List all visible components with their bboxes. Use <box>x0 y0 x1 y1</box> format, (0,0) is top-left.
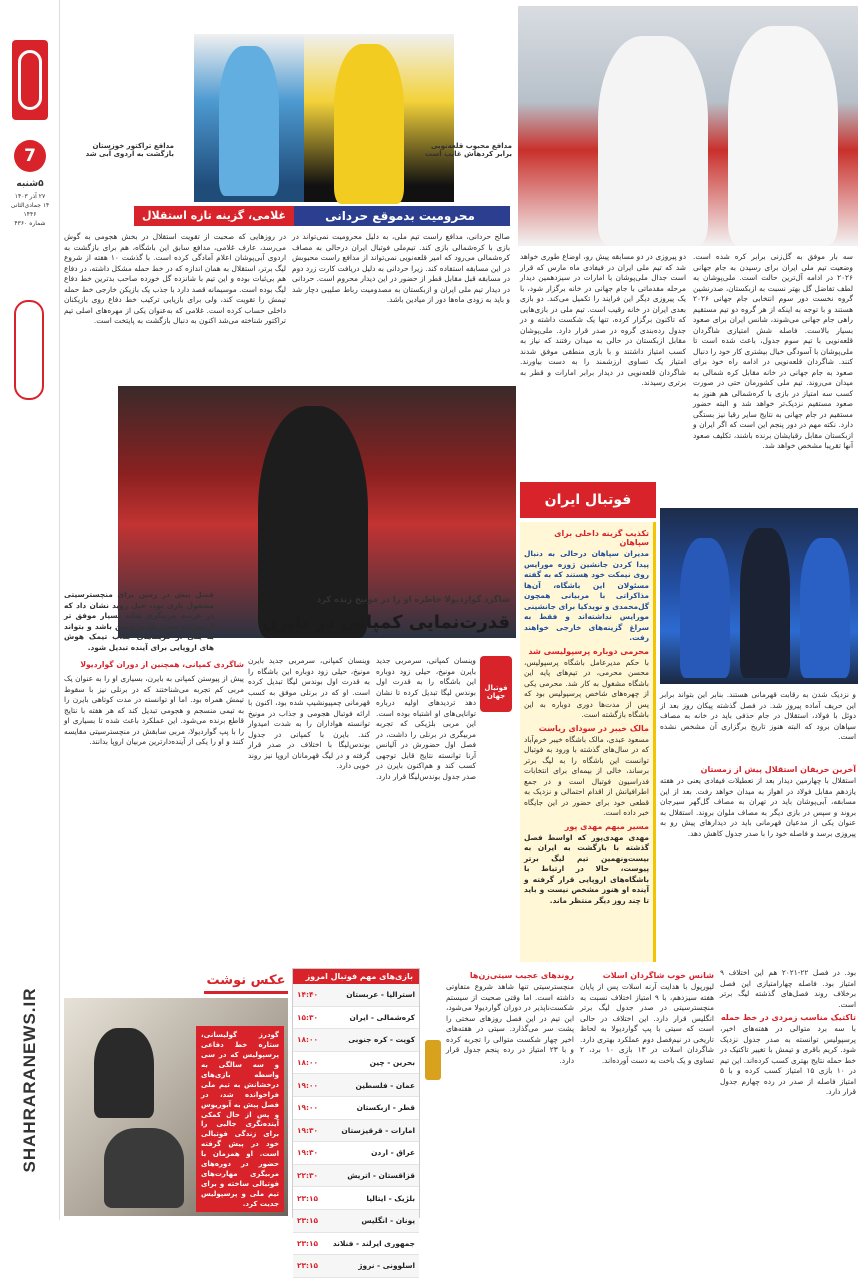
gholami-headline: غلامی، گزینه تازه استقلال <box>134 206 294 226</box>
gholami-body: در روزهایی که صحبت از تقویت استقلال در بخش هجومی به گوش می‌رسد، عارف غلامی، مدافع سابق این باشگاه، هم برای بازگشت به اردوی آبی‌پوشان اعلام آمادگی کرده است. با گذشت ۱۰ هفته از شروع لیگ برتر، استقلال به همان اندازه که در خط حمله مشکل داشته، در دفاع هم بی‌ثبات بوده و این تیم با شانزده گل خورده صاحب بدترین خط دفاع لیگ بوده است. موسیمانه قصد دارد با جذب یک بازیکن خارجی خط حمله تیمش را تقویت کند، ولی برای بازیابی ترکیب خط دفاع روی بازیکنان داخلی حساب کرده است. غلامی که به‌عنوان یکی از مهره‌های اصلی تیم تراکتور شناخته می‌شد اکنون به دنبال بازگشت به پایتخت است. <box>64 232 287 326</box>
fixture-teams: جمهوری ایرلند - فنلاند <box>332 1238 415 1248</box>
fixtures-table <box>292 968 420 1271</box>
national-team-photo <box>518 6 858 246</box>
fixture-time: ۲۳:۱۵ <box>297 1216 318 1226</box>
iran-football-section: فوتبال ایران <box>520 482 656 518</box>
fixture-time: ۱۸:۰۰ <box>297 1035 318 1045</box>
fixture-teams: عمان - فلسطین <box>355 1080 415 1090</box>
fixture-time: ۲۳:۱۵ <box>297 1193 318 1203</box>
hardani-photo <box>294 34 454 202</box>
fixture-teams: بلژیک - ایتالیا <box>366 1193 415 1203</box>
fixture-time: ۱۹:۰۰ <box>297 1103 318 1113</box>
fixture-row <box>293 984 419 1007</box>
esteghlal-subhead: آخرین حریفان استقلال پیش از زمستان <box>700 765 856 774</box>
fixture-time: ۱۵:۳۰ <box>297 1012 318 1022</box>
iran-football-column <box>520 482 656 964</box>
news-title-4: مسیر مبهم مهدی پور <box>564 821 649 831</box>
esteghlal-body-2: استقلال با چهارمین دیدار بعد از تعطیلات فیفادی یعنی در هفته یازدهم مقابل فولاد در اهواز به میدان خواهد رفت. بعد از این مسابقه، آبی‌پوشان باید در تهران به مصاف گل‌گهر سیرجان بروند و سپس در بازی دیگر به مصاف ملوان بروند. استقلال به عنوان یکی از مدعیان قهرمانی باید در دیدارهای پیش رو به پیروزی برسد و فاصله خود را با صدر جدول کاهش دهد. <box>660 776 856 838</box>
hardani-headline: محرومیت بدموقع حردانی <box>290 206 510 226</box>
fixture-teams: بحرین - چین <box>369 1058 415 1068</box>
world-football-badge: فوتبال جهان <box>480 656 512 712</box>
fixture-time: ۱۹:۰۰ <box>297 1080 318 1090</box>
page-number: 7 <box>14 140 46 172</box>
national-team-body-b: سه بار موفق به گل‌زنی برابر کره شده است. وضعیت تیم ملی ایران برای رسیدن به جام جهانی ۲۰۲۶ در ادامه آل‌ترین حالت است. ملی‌پوشان به لطف تفاضل گل بهتر نسبت به ازبکستان، صدرنشین گروه نخست دور سوم انتخابی جام جهانی ۲۰۲۶ هستند و با توجه به اینکه از هر گروه دو تیم مستقیم راهی جام جهانی می‌شوند، شانس ایران برای صعود بسیار بالاست. فاصله شش امتیازی شاگردان قلعه‌نویی با تیم سوم جدول، باعث شده است تا ملی‌پوشان با آسودگی خیال بیشتری کار خود را دنبال کنند. شاگردان قلعه‌نویی در ادامه راه خود برای صعود به جام جهانی در خانه مقابل کره شمالی به میدان می‌روند. تیم ملی کشورمان حتی در صورت کسب سه امتیاز در بازی با کره‌شمالی هم هنوز به صعود مستقیم نزدیک‌تر خواهد شد و البته حضور مستقیم در جام جهانی به نتایج سایر رقبا نیز بستگی دارد. نکته مهم در دور پنجم این است که اگر ایران و ازبکستان مقابل رقبایشان برنده باشند، تکلیف صعود آنها تقریبا مشخص خواهد شد. <box>693 252 853 451</box>
hardani-caption: مدافع محبوب قلعه‌نویی برابر کردهاش غایب است <box>425 142 512 158</box>
fixture-time: ۱۸:۰۰ <box>297 1058 318 1068</box>
fixture-time: ۲۳:۱۵ <box>297 1261 318 1271</box>
fixture-row <box>293 1097 419 1120</box>
liverpool-column <box>580 968 714 1218</box>
fixture-teams: یونان - انگلیس <box>361 1216 415 1226</box>
photo-story-section: عکس نوشت <box>204 968 288 994</box>
esteghlal-photo <box>660 508 858 684</box>
fixture-time: ۱۴:۴۰ <box>297 990 318 1000</box>
gholami-photo <box>194 34 304 202</box>
news-title-1: تکذیب گزینه داخلی برای سپاهان <box>554 529 649 547</box>
fixture-teams: قزاقستان - اتریش <box>347 1171 415 1181</box>
persepolis-column <box>720 968 856 1218</box>
fixture-teams: استرالیا - عربستان <box>346 990 415 1000</box>
fixture-row <box>293 1142 419 1165</box>
fixtures-title: بازی‌های مهم فوتبال امروز <box>293 969 419 984</box>
photo-story <box>64 968 288 1216</box>
esteghlal-body-1: و نزدیک شدن به رقابت قهرمانی هستند. بنابر این بتواند برابر این حریف آماده پیروز شد. در فصل گذشته پیکان روز بعد از دوئل با فولاد، استقلال در جام حذفی باید در خانه به مصاف سپاهان برود که البته هنوز تاریخ برگزاری آن مشخص نشده است. <box>660 690 856 742</box>
fixture-teams: امارات - قرقیزستان <box>341 1125 415 1135</box>
bayern-headline: قدرت‌نمایی کمپانی در بایرن <box>261 612 510 633</box>
issue-date: ۵شنبه ۲۷ آذر ۱۴۰۳ ۱۴ جمادی‌الثانی ۱۴۴۶ شماره ۴۳۶۰ <box>10 179 50 227</box>
news-title-2: محرمی دوباره پرسپولیسی شد <box>528 646 649 656</box>
news-body-3: مسعود عبدی، مالک باشگاه خیبر خرم‌آباد که در سال‌های گذشته با ورود به فوتبال توانست این باشگاه را به لیگ برتر برساند، خالی از بیمه‌ای برای انتخابات فدراسیون فوتبال است و در جمع اطرافیانش از اقدام احتمالی و نزدیک به قطعی خود برای حضور در این جایگاه خبر داده است. <box>524 734 649 818</box>
bayern-kicker: شاگرد گواردیولا خاطره او را در مونیخ زنده کرد <box>316 594 510 604</box>
masthead-strip <box>0 0 60 1220</box>
fixture-row <box>293 1233 419 1256</box>
bayern-lead: فصل پیش در زمین برای منچسترسیتی مشغول بازی بود، حیل روید نشان داد که در عرصه مربیگری شاید بسیار موفق تر از دوران حضورش در زمین باشد و بتواند به یکی از گزینه‌های جذاب تیمک هوش های اروپایی برای آینده تبدیل شود. <box>64 590 214 652</box>
fixture-time: ۲۲:۳۰ <box>297 1171 318 1181</box>
afc-logo <box>425 1040 441 1080</box>
fixture-teams: قطر - ازبکستان <box>356 1103 415 1113</box>
liverpool-body: لیورپول با هدایت آرنه اسلات پس از پایان هفته سیزدهم، با ۹ امتیاز اختلاف نسبت به منچسترسیتی در صدر جدول لیگ برتر انگلیس قرار دارد. این اختلاف در حالی است که سیتی با پپ گواردیولا به لحاظ تاریخی در نیم‌فصل دوم عملکرد بهتری دارد. شاگردان اسلات در ۱۳ بازی ۱۰ برد، ۲ تساوی و یک باخت به دست آورده‌اند. <box>580 982 714 1065</box>
fixture-teams: کره‌شمالی - ایران <box>349 1012 415 1022</box>
city-body: منچسترسیتی تنها شاهد شروع متفاوتی داشته است. اما وقتی صحبت از سیستم شکست‌ناپذیر در دوران گواردیولا می‌شود، این تیم در این فصل روزهای سختی را پشت سر می‌گذارد. سیتی در هفته‌های اخیر چهار شکست متوالی را تجربه کرده و با ۲۳ امتیاز در رده پنجم جدول قرار دارد. <box>446 982 575 1065</box>
city-subhead: روندهای عجیب سیتی‌زن‌ها <box>469 971 574 980</box>
news-body-4: مهدی مهدی‌پور که اواسط فصل گذشته با بازگشت به ایران به بیست‌ونهمین تیم لیگ برتر پیوست، حالا در ارتباط با باشگاه‌های اروپایی قرار گرفته و آینده او هنوز مشخص نیست و باید تا چند روز دیگر منتظر ماند. <box>524 832 649 905</box>
hardani-body: صالح حردانی، مدافع راست تیم ملی، به دلیل محرومیت نمی‌تواند در بازی با کره‌شمالی بازی کند. تیم‌ملی فوتبال ایران درحالی به مصاف کره‌شمالی می‌رود که امیر قلعه‌نویی نمی‌تواند از مدافع راست محبوبش در این مسابقه استفاده کند. زیرا حردانی به دلیل دریافت کارت زرد دوم در مسابقه قبل مقابل قطر از حضور در این دیدار محروم است. حردانی در دیدار تیم ملی ایران و ازبکستان به مصدومیت رباط صلیبی دچار شد و باید به زودی ماه‌ها دور از میادین باشد. <box>292 232 510 305</box>
fixture-time: ۱۹:۳۰ <box>297 1148 318 1158</box>
fixture-teams: عراق - اردن <box>371 1148 415 1158</box>
news-body-2: با حکم مدیرعامل باشگاه پرسپولیس، محسن محرمی، در تیم‌های پایه این باشگاه مشغول به کار شد. محرمی یکی از چهره‌های شاخص پرسپولیس بود که پس از مدت‌ها دوری دوباره به این باشگاه بازگشته است. <box>524 657 649 720</box>
newspaper-logo <box>12 40 48 120</box>
bayern-col1: وینسان کمپانی، سرمربی جدید بایرن مونیخ، حیلی زود دوباره این باشگاه را به قدرت اول بوندس لیگا تبدیل کرده تا نشان دهد تردیدهای اولیه درباره توانایی‌های او اشتباه بوده است. این مربی بلژیکی که تجربه مربیگری در برنلی را داشت، در فصل اول حضورش در آلیانس آرنا توانسته نتایج قابل توجهی کسب کند و هم‌اکنون بایرن در صدر جدول بوندس‌لیگا قرار دارد. <box>376 656 476 781</box>
site-url[interactable]: SHAHRARANEWS.IR <box>20 987 39 1173</box>
fixture-teams: اسلوونی - نروژ <box>358 1261 415 1271</box>
fixture-teams: کویت - کره جنوبی <box>348 1035 415 1045</box>
fixture-row <box>293 1052 419 1075</box>
persepolis-body-b: با سه برد متوالی در هفته‌های اخیر، پرسپولیس توانسته به صدر جدول نزدیک شود. کریم باقری و تیمش با تغییر تاکتیک در خط حمله نتایج بهتری کسب کرده‌اند. این تیم در ۱۰ بازی ۱۵ امتیاز کسب کرده و با ۵ امتیاز فاصله از صدر در رده چهارم جدول قرار دارد. <box>720 1024 856 1097</box>
fixture-row <box>293 1187 419 1210</box>
news-title-3: مالک خیبر در سودای ریاست <box>538 723 649 733</box>
fixture-time: ۲۳:۱۵ <box>297 1238 318 1248</box>
city-column <box>446 968 574 1218</box>
news-body-1: مدیران سپاهان درحالی به دنبال پیدا کردن جانشین ژوزه مورایس روی نیمکت خود هستند که به گفته مسئولان این باشگاه، آن‌ها مذاکراتی با مربیانی همچون گل‌محمدی و نویدکیا برای جانشینی مورایس نداشته‌اند و فقط به سراغ گزینه‌های خارجی خواهند رفت. <box>524 549 649 643</box>
bayern-col4: پیش از پیوستن کمپانی به بایرن، بسیاری او را به عنوان یک مربی کم تجربه می‌شناختند که در برنلی نیز با سقوط تیمش همراه بود. اما او توانسته در مدت کوتاهی بایرن را به تیمی منسجم و هجومی تبدیل کند که هر هفته با نتایج قاطع برنده می‌شود. این عملکرد باعث شده تا بسیاری او را با پپ گواردیولا، مربی سابقش در منچسترسیتی مقایسه کنند و او را یکی از آینده‌دارترین مربیان اروپا بدانند. <box>64 674 244 747</box>
bayern-col2: وینسان کمپانی، سرمربی جدید بایرن مونیخ، حیلی زود دوباره این باشگاه را به قدرت اول بوندس لیگا تبدیل کرده است. او که در برنلی موفق به کسب قهرمانی چمپیونشیپ شده بود، اکنون با ارائه فوتبال هجومی و جذاب در مونیخ توانسته هواداران را به شدت امیدوار کند. بایرن با کمپانی در جدول بوندس‌لیگا با اختلاف در صدر قرار گرفته و در لیگ قهرمانان اروپا نیز روند خوبی دارد. <box>248 656 370 771</box>
fixture-row <box>293 1029 419 1052</box>
persepolis-subhead: تاکتیک مناسب زمردی در خط حمله <box>720 1013 856 1023</box>
bayern-sub2: شاگردی کمپانی، همچنین از دوران گواردیولا <box>80 660 244 669</box>
fixture-row <box>293 1120 419 1143</box>
fixture-row <box>293 1007 419 1030</box>
fixture-row <box>293 1165 419 1188</box>
fixture-row <box>293 1255 419 1278</box>
persepolis-body-a: بود. در فصل ۲۲-۲۰۲۱ هم این اختلاف ۹ امتیاز بود. فاصله چهارامتیازی این فصل برخلاف روند فصل‌های گذشته لیگ برتر است. <box>720 968 857 1009</box>
national-team-body-a: دو پیروزی در دو مسابقه پیش رو، اوضاع طوری خواهد شد که تیم ملی ایران در فیفادی ماه مارس که قرار است جدال ملی‌پوشان با امارات در سیزدهمین دیدار مرحله مقدماتی با جام جهانی در خانه برگزار شود، با یک پیروزی دیگر این فرایند را تکمیل می‌کند. دو بازی بعدی ایران در خانه رقیب است. تیم ملی در بازی‌هایی که تاکنون برگزار کرده، تنها یک شکست داشته و در جدول رده‌بندی گروه در صدر قرار دارد. ملی‌پوشان مقابل ازبکستان در حالی به میدان رفتند که نیاز به کسب امتیاز داشتند و با بازی منطقی موفق شدند امتیاز یک تساوی ارزشمند را به دست بیاورند. شاگردان قلعه‌نویی در دیدار برابر امارات و قطر به برتری رسیدند. <box>520 252 686 388</box>
fixture-row <box>293 1210 419 1233</box>
gholami-caption: مدافع تراکتور خوزستان بازگشت به اردوی آبی شد <box>85 142 174 158</box>
fixture-time: ۱۹:۳۰ <box>297 1125 318 1135</box>
photo-story-text: گودرز گولیسانی، ستاره خط دفاعی پرسپولیس که در سی و سه سالگی به واسطه بازی‌های درخشانش به تیم ملی فراخوانده شد، در فصل پیش به آبوریوس و پس از حال کمکی آینده‌نگری جالبی را برای زندگی فوتبالی خود در پیش گرفته است. او همزمان با حضور در دوره‌های مربیگری مهارت‌های فوتبالی ساخته و برای تیم ملی و پرسپولیس جدیت کرد. <box>196 1026 284 1212</box>
sports-brand-logo <box>14 300 44 400</box>
liverpool-subhead: شانس خوب شاگردان اسلات <box>602 971 714 980</box>
top-story-block <box>64 34 512 374</box>
fixture-row <box>293 1074 419 1097</box>
